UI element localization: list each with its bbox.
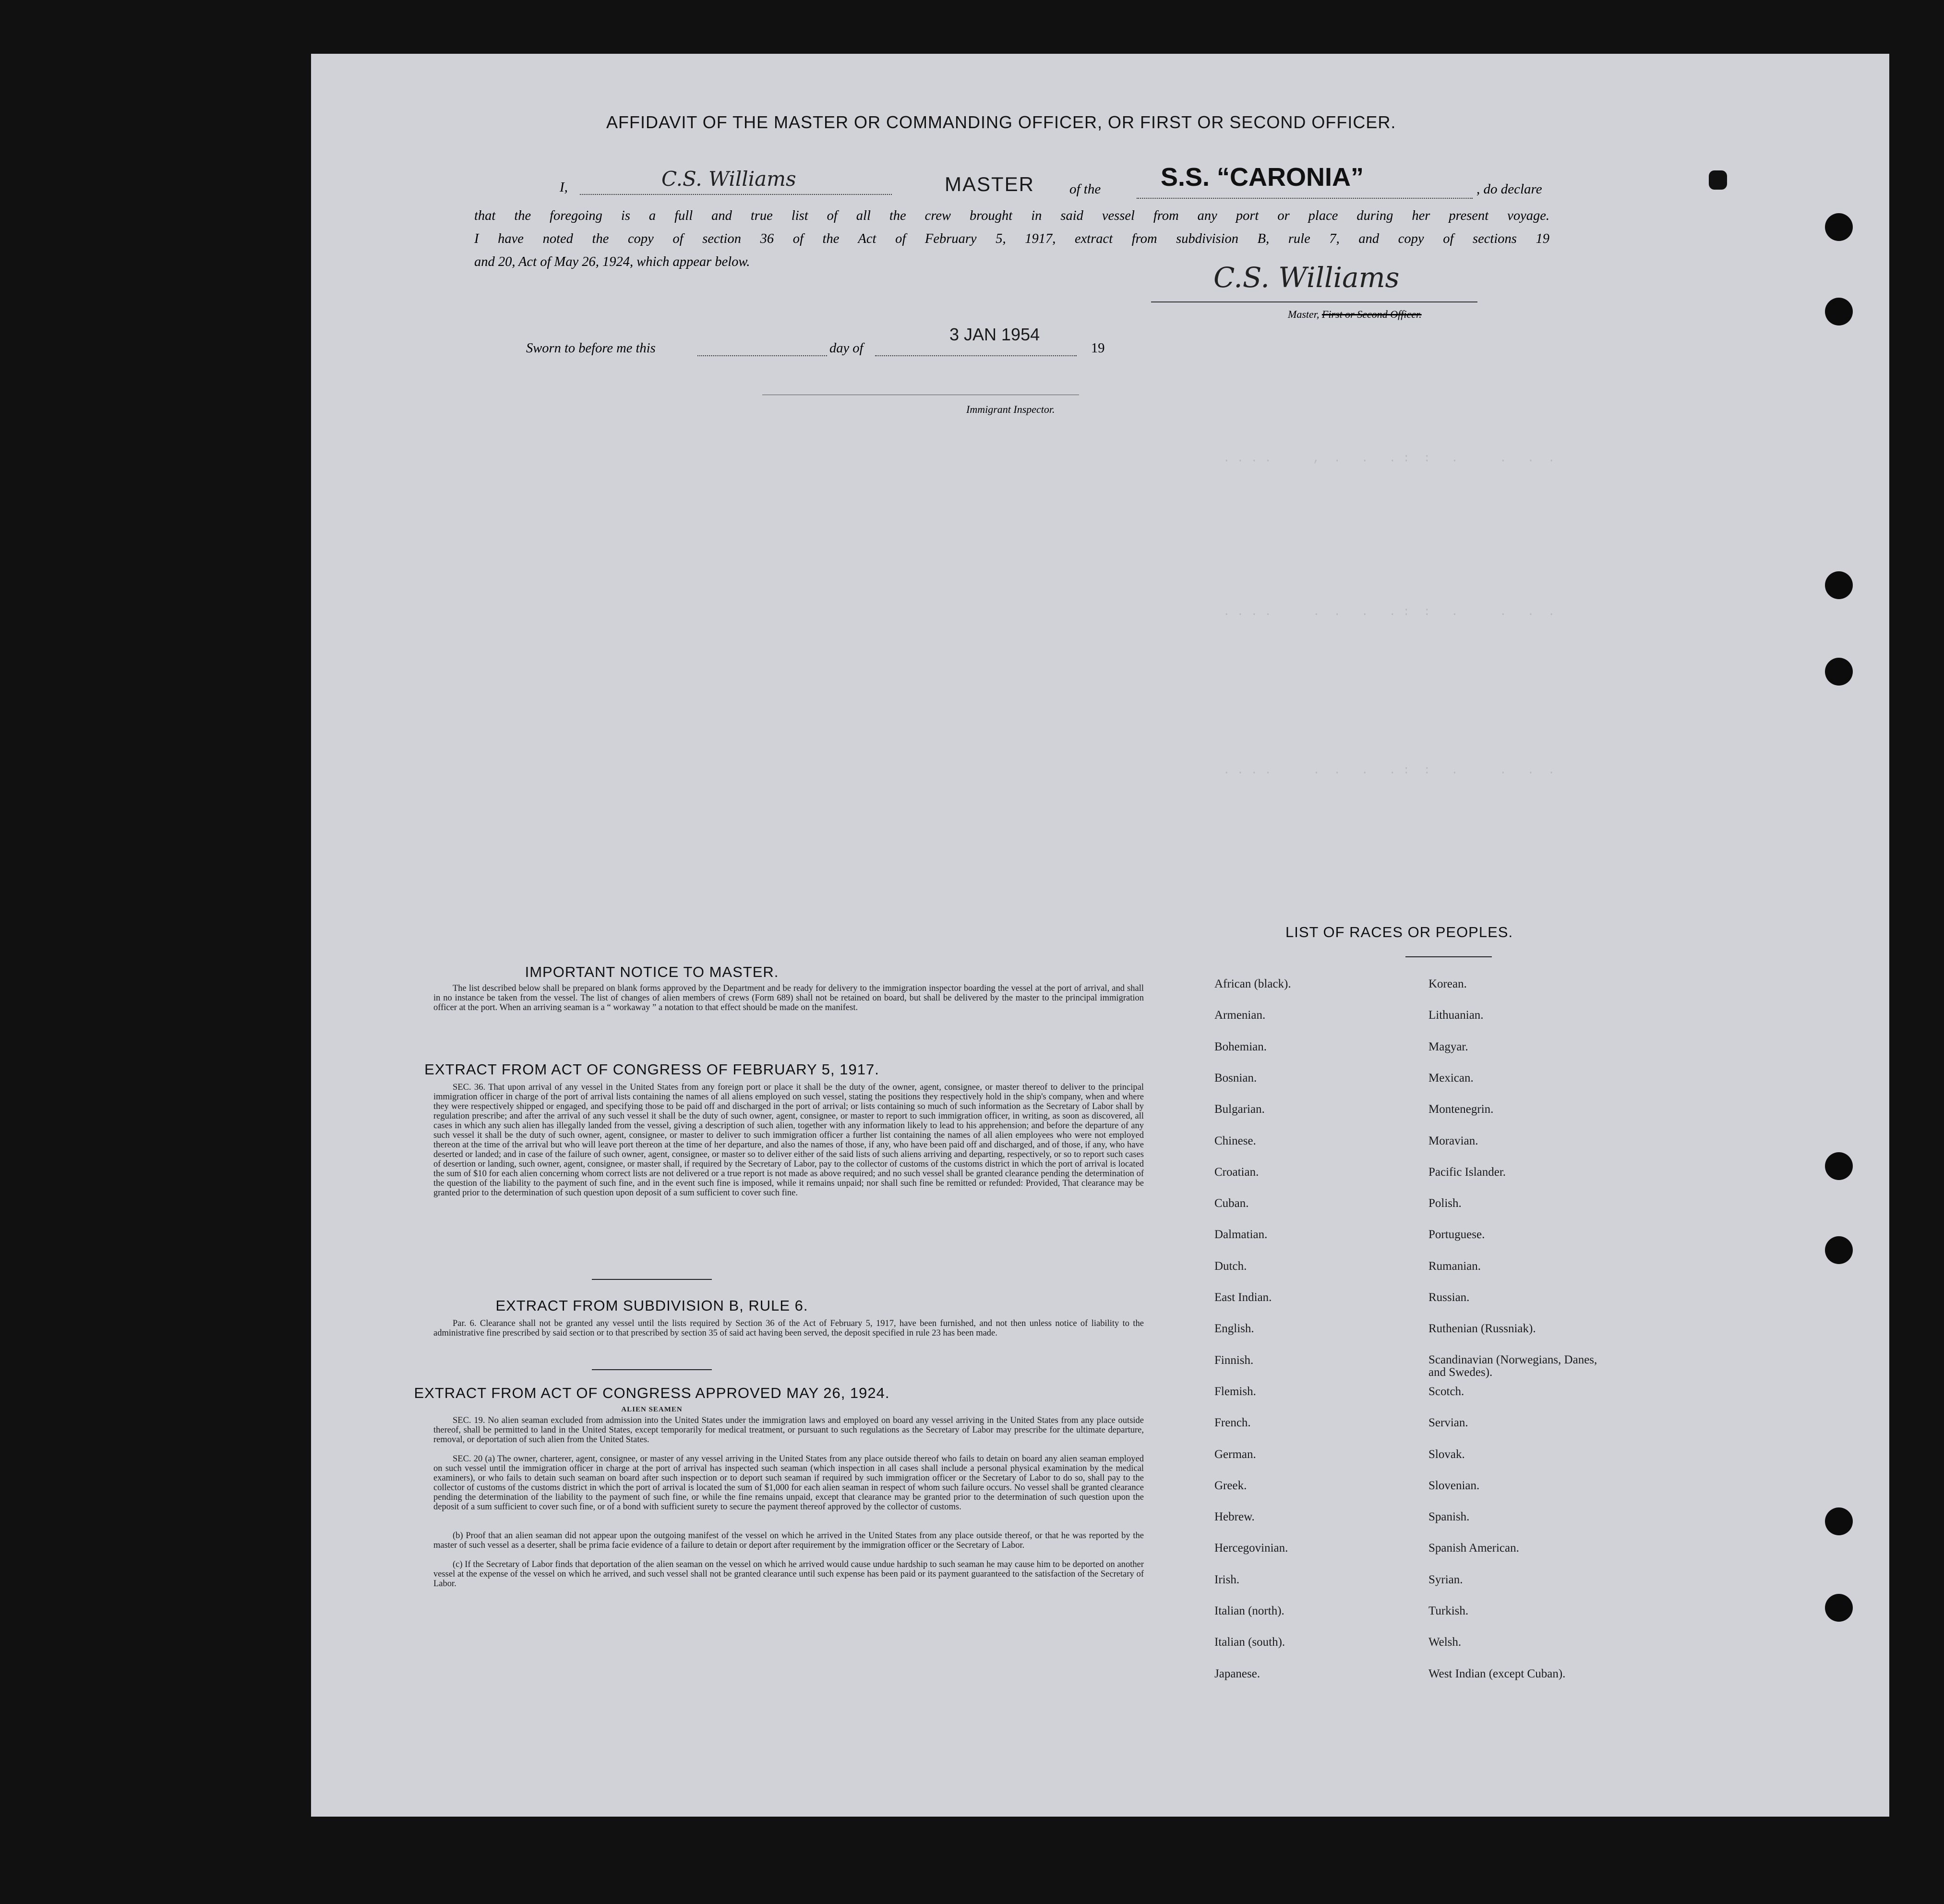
race-item: Armenian. bbox=[1214, 1009, 1266, 1022]
of-the-label: of the bbox=[1069, 181, 1101, 197]
sec19-body: SEC. 19. No alien seaman excluded from admission into the United States under the immigration laws and employed on board any vessel arriving in the United States from any place outside thereof, shall be permitted to land in the United States, except temporarily for medical treatment, or pursuant to such regulations as the Secretary of Labor may prescribe for the ultimate departure, removal, or deportation of such alien from the United States. bbox=[433, 1416, 1144, 1445]
race-item: Greek. bbox=[1214, 1479, 1247, 1492]
master-signature: C.S. Williams bbox=[1213, 261, 1400, 294]
race-item: Ruthenian (Russniak). bbox=[1428, 1322, 1536, 1336]
punch-hole bbox=[1825, 658, 1853, 686]
races-title-underline bbox=[1405, 956, 1492, 957]
punch-hole bbox=[1825, 1236, 1853, 1264]
race-item: Polish. bbox=[1428, 1197, 1462, 1210]
punch-hole bbox=[1825, 571, 1853, 599]
race-item: Irish. bbox=[1214, 1573, 1240, 1586]
race-item: Dalmatian. bbox=[1214, 1228, 1268, 1241]
affidavit-line-4: and 20, Act of May 26, 1924, which appear below. bbox=[474, 254, 750, 269]
race-item: Spanish American. bbox=[1428, 1542, 1519, 1555]
race-item: Cuban. bbox=[1214, 1197, 1249, 1210]
vessel-fill-line bbox=[1137, 198, 1473, 199]
race-item: Lithuanian. bbox=[1428, 1009, 1484, 1022]
race-item: Syrian. bbox=[1428, 1573, 1463, 1586]
day-fill-line bbox=[697, 355, 827, 356]
divider bbox=[592, 1369, 712, 1370]
race-item: Scotch. bbox=[1428, 1385, 1464, 1398]
inspector-caption: Immigrant Inspector. bbox=[966, 403, 1055, 415]
race-item: East Indian. bbox=[1214, 1291, 1272, 1304]
race-item: Turkish. bbox=[1428, 1604, 1469, 1617]
notice-title: IMPORTANT NOTICE TO MASTER. bbox=[525, 964, 779, 980]
race-item: Bohemian. bbox=[1214, 1040, 1267, 1053]
bleed-through-text: . . . . . . . . : : . . . . bbox=[1223, 606, 1555, 619]
race-item: Dutch. bbox=[1214, 1259, 1247, 1273]
subdivision-title-wrap bbox=[311, 1297, 993, 1314]
extract1917-body: SEC. 36. That upon arrival of any vessel in the United States from any foreign port or place it shall be the duty of the owner, agent, consignee, or master thereof to deliver to the principal immigration officer in charge of the port of arrival lists containing the names of all aliens employed on such vessel, stating the positions they respectively hold in the ship's company, when and where they were respectively shipped or engaged, and specifying those to be paid off and discharged in the port of arrival; or lists containing so much of such information as the Secretary of Labor shall by regulation prescribe; and after the arrival of any such vessel it shall be the duty of such owner, agent, consignee, or master to report to such immigration officer, in writing, as soon as discovered, all cases in which any such alien has illegally landed from the vessel, giving a description of such alien, together with any information likely to lead to his apprehension; and before the departure of any such vessel it shall be the duty of such owner, agent, consignee, or master to deliver to such immigration officer a further list containing the names of all alien employees who were not employed thereon at the time of the arrival but who will leave port thereon at the time of her departure, and also the names of those, if any, who have been paid off and discharged, and of those, if any, who have deserted or landed; and in case of the failure of such owner, agent, consignee, or master so to deliver either of the said lists of such aliens arriving and departing, respectively, or so to report such cases of desertion or landing, such owner, agent, consignee, or master shall, if required by the Secretary of Labor, pay to the collector of customs of the customs district in which the port of arrival is located the sum of $10 for each alien concerning whom correct lists are not delivered or a true report is not made as above required; and no such vessel shall be granted clearance pending the determination of the question of the liability to the payment of such fine, and in the event such fine is imposed, while it remains unpaid; nor shall such fine be remitted or refunded: Provided, That clearance may be granted prior to the determination of such question upon deposit of a sum sufficient to cover such fine. bbox=[433, 1083, 1144, 1198]
race-item: West Indian (except Cuban). bbox=[1428, 1667, 1566, 1680]
race-item: Pacific Islander. bbox=[1428, 1165, 1506, 1179]
race-item: Bosnian. bbox=[1214, 1071, 1257, 1085]
race-item: English. bbox=[1214, 1322, 1254, 1336]
race-item: Korean. bbox=[1428, 977, 1467, 990]
race-item: Mexican. bbox=[1428, 1071, 1474, 1085]
extract1924-subtitle-wrap bbox=[311, 1405, 993, 1414]
rank-typed: MASTER bbox=[945, 173, 1035, 195]
race-item: Slovenian. bbox=[1428, 1479, 1480, 1492]
notice-body: The list described below shall be prepared on blank forms approved by the Department and be ready for delivery to the immigration inspector boarding the vessel at the port of arrival, and shall in no instance be taken from the vessel. The list of changes of alien members of crews (Form 689) shall not be retained on board, but shall be delivered by the master to the principal immigration officer at the port. When an arriving seaman is a “ workaway ” a notation to that effect should be made on the manifest. bbox=[433, 984, 1144, 1012]
affidavit-line-2: that the foregoing is a full and true list of all the crew brought in said vessel from any port or place during her present voyage. bbox=[474, 208, 1549, 223]
month-fill-line bbox=[875, 355, 1077, 356]
race-item: French. bbox=[1214, 1416, 1251, 1430]
race-item: Japanese. bbox=[1214, 1667, 1260, 1680]
do-declare: , do declare bbox=[1476, 181, 1542, 197]
divider bbox=[592, 1279, 712, 1280]
extract1917-title-wrap bbox=[311, 1061, 993, 1078]
sec20b-body: (b) Proof that an alien seaman did not appear upon the outgoing manifest of the vessel on which he arrived in the United States from any place outside thereof, or that he was reported by the master of such vessel as a deserter, shall be prima facie evidence of a failure to detain or deport after requirement by the immigration officer or the Secretary of Labor. bbox=[433, 1531, 1144, 1550]
race-item: Montenegrin. bbox=[1428, 1103, 1494, 1116]
affidavit-line-3: I have noted the copy of section 36 of the Act of February 5, 1917, extract from subdivision B, rule 7, and copy of sections 19 bbox=[474, 231, 1549, 246]
race-item: Russian. bbox=[1428, 1291, 1470, 1304]
name-fill-line bbox=[580, 194, 892, 195]
punch-hole bbox=[1825, 1507, 1853, 1535]
extract1924-title: EXTRACT FROM ACT OF CONGRESS APPROVED MAY 26, 1924. bbox=[414, 1385, 890, 1401]
race-item: Croatian. bbox=[1214, 1165, 1259, 1179]
race-item: Flemish. bbox=[1214, 1385, 1256, 1398]
year-prefix: 19 bbox=[1091, 341, 1105, 356]
caption-master: Master, bbox=[1288, 308, 1320, 320]
punch-hole bbox=[1825, 213, 1853, 241]
subdivision-body: Par. 6. Clearance shall not be granted any vessel until the lists required by Section 36 of the Act of February 5, 1917, have been furnished, and not then unless notice of liability to the administrative fine prescribed by said section or to that prescribed by section 35 of said act having been served, the deposit specified in rule 23 has been made. bbox=[433, 1319, 1144, 1338]
race-item: Portuguese. bbox=[1428, 1228, 1485, 1241]
day-of-label: day of bbox=[829, 341, 864, 356]
extract1917-title: EXTRACT FROM ACT OF CONGRESS OF FEBRUARY 5, 1917. bbox=[424, 1061, 879, 1078]
race-item: African (black). bbox=[1214, 977, 1291, 990]
signer-name-handwritten: C.S. Williams bbox=[661, 167, 796, 191]
sec20a-body: SEC. 20 (a) The owner, charterer, agent, consignee, or master of any vessel arriving in the United States from any place outside thereof who fails to detain on board any alien seaman employed on such vessel until the immigration officer in charge at the port of arrival has inspected such seaman (which inspection in all cases shall include a personal physical examination by the medical examiners), or who fails to detain such seaman on board after such inspection or to deport such seaman if required by such immigration officer or the Secretary of Labor to do so, shall pay to the collector of customs of the customs district in which the port of arrival is located the sum of $1,000 for each alien seaman in respect of whom such failure occurs. No vessel shall be granted clearance pending the determination of the liability to the payment of such fine, or while the fine remains unpaid, except that clearance may be granted prior to the determination of such question upon the deposit of a sum sufficient to cover such fine, or of a bond with sufficient surety to secure the payment thereof approved by the collector of customs. bbox=[433, 1454, 1144, 1512]
bleed-through-text: . . . . . . . . : : . . . . bbox=[1223, 764, 1555, 777]
punch-hole bbox=[1825, 298, 1853, 325]
race-item: Chinese. bbox=[1214, 1134, 1256, 1147]
bleed-through-text: . . . . , . . . : : . . . . bbox=[1223, 452, 1555, 465]
extract1924-title-wrap bbox=[311, 1385, 993, 1402]
race-item: Hercegovinian. bbox=[1214, 1542, 1288, 1555]
race-item: Spanish. bbox=[1428, 1510, 1470, 1524]
race-item: Scandinavian (Norwegians, Danes, and Swedes). bbox=[1428, 1353, 1597, 1379]
subdivision-title: EXTRACT FROM SUBDIVISION B, RULE 6. bbox=[495, 1297, 808, 1314]
ink-mark bbox=[1709, 170, 1727, 190]
races-title: LIST OF RACES OR PEOPLES. bbox=[1285, 924, 1513, 940]
race-item: German. bbox=[1214, 1447, 1256, 1461]
signature-line bbox=[1151, 301, 1477, 302]
extract1924-subtitle: ALIEN SEAMEN bbox=[621, 1406, 683, 1413]
affidavit-title: AFFIDAVIT OF THE MASTER OR COMMANDING OFFICER, OR FIRST OR SECOND OFFICER. bbox=[606, 112, 1396, 132]
vessel-name-stamp: S.S. “CARONIA” bbox=[1161, 163, 1364, 192]
signature-caption bbox=[1288, 308, 1422, 321]
race-item: Italian (south). bbox=[1214, 1636, 1285, 1649]
race-item: Slovak. bbox=[1428, 1447, 1465, 1461]
race-item: Servian. bbox=[1428, 1416, 1468, 1430]
race-item: Moravian. bbox=[1428, 1134, 1478, 1147]
race-item: Welsh. bbox=[1428, 1636, 1462, 1649]
race-item: Hebrew. bbox=[1214, 1510, 1255, 1524]
i-label: I, bbox=[560, 180, 568, 195]
race-item: Rumanian. bbox=[1428, 1259, 1481, 1273]
race-item: Bulgarian. bbox=[1214, 1103, 1265, 1116]
sec20c-body: (c) If the Secretary of Labor finds that deportation of the alien seaman on the vessel on which he arrived would cause undue hardship to such seaman he may cause him to be deported on another vessel at the expense of the vessel on which he arrived, and such vessel shall not be granted clearance until such expense has been paid or its payment guaranteed to the satisfaction of the Secretary of Labor. bbox=[433, 1560, 1144, 1589]
punch-hole bbox=[1825, 1594, 1853, 1622]
notice-title-wrap bbox=[311, 964, 993, 981]
punch-hole bbox=[1825, 1152, 1853, 1180]
race-item: Italian (north). bbox=[1214, 1604, 1284, 1617]
sworn-label: Sworn to before me this bbox=[526, 341, 656, 356]
date-stamp: 3 JAN 1954 bbox=[949, 325, 1040, 344]
race-item: Magyar. bbox=[1428, 1040, 1468, 1053]
race-item: Finnish. bbox=[1214, 1353, 1254, 1367]
caption-struck-officer: First or Second Officer. bbox=[1321, 308, 1422, 320]
document-page bbox=[311, 54, 1889, 1817]
